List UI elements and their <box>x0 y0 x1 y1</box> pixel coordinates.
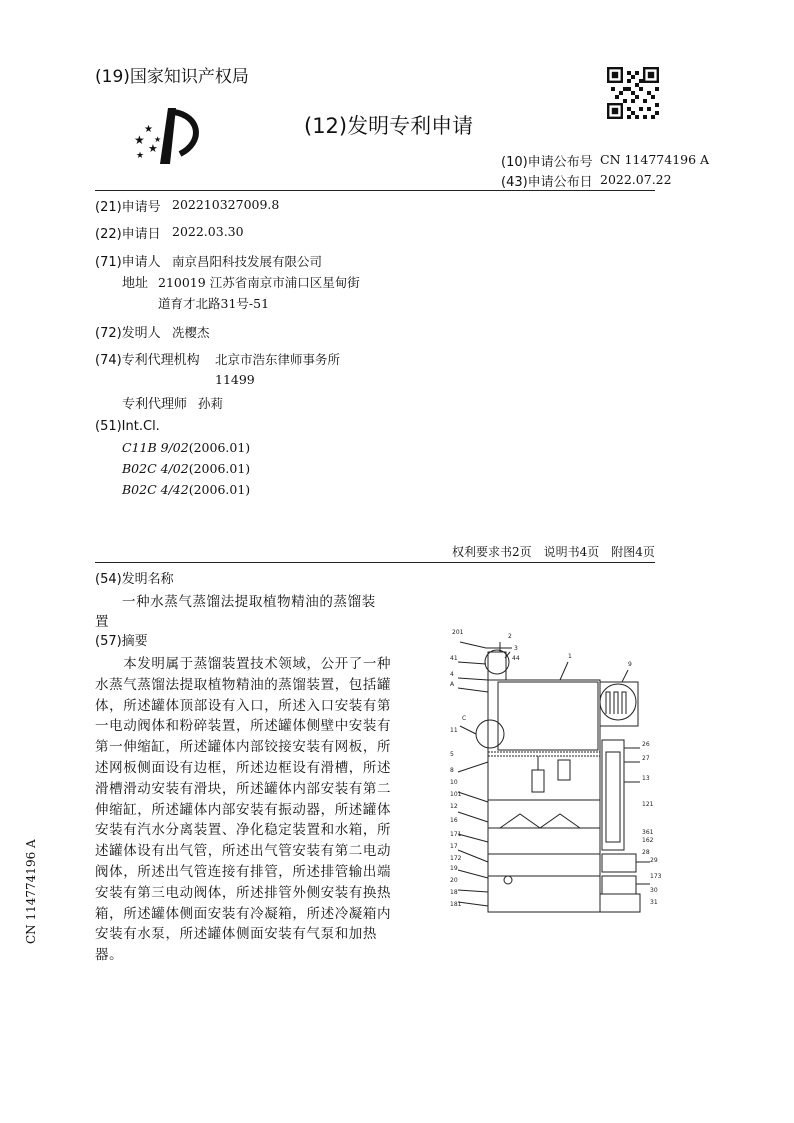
side-publication-number: CN 114774196 A <box>24 839 38 944</box>
invention-title-line-1: 一种水蒸气蒸馏法提取植物精油的蒸馏装 <box>122 594 376 610</box>
abstract-line: 一电动阀体和粉碎装置，所述罐体侧壁中安装有 <box>95 718 392 735</box>
application-number: 202210327009.8 <box>172 197 280 212</box>
figure-reference-label: 28 <box>642 849 650 856</box>
abstract-line: 述罐体设有出气管，所述出气管安装有第二电动 <box>95 843 392 860</box>
office-name: (19)国家知识产权局 <box>95 67 249 87</box>
application-date: 2022.03.30 <box>172 224 244 239</box>
figure-reference-label: 173 <box>650 873 662 880</box>
figure-reference-label: 31 <box>650 899 658 906</box>
figure-reference-label: A <box>450 681 455 688</box>
publication-date: 2022.07.22 <box>600 172 672 187</box>
abstract-line: 第一伸缩缸，所述罐体内部铰接安装有网板，所 <box>95 739 392 756</box>
address-line-1: 210019 江苏省南京市浦口区星甸街 <box>158 275 360 290</box>
document-type: (12)发明专利申请 <box>304 114 474 138</box>
inventor: 冼樱杰 <box>172 325 210 340</box>
figure-reference-label: 172 <box>450 855 462 862</box>
ipc-entry <box>122 461 250 482</box>
figure-reference-label: 181 <box>450 901 462 908</box>
pages-note: 权利要求书2页 说明书4页 附图4页 <box>452 545 655 559</box>
svg-text:★: ★ <box>136 151 145 161</box>
abstract-line: 安装有第三电动阀体，所述排管外侧安装有换热 <box>95 884 392 901</box>
abstract-figure <box>450 622 660 912</box>
ipc-code: B02C 4/02 <box>122 461 189 476</box>
figure-reference-label: C <box>462 715 467 722</box>
figure-reference-label: 27 <box>642 755 650 762</box>
abstract-line: 体，所述罐体顶部设有入口，所述入口安装有第 <box>95 697 392 714</box>
abstract-line: 伸缩缸，所述罐体内部安装有振动器，所述罐体 <box>95 801 392 818</box>
ipc-version: (2006.01) <box>188 440 251 455</box>
publication-date-label: (43)申请公布日 <box>501 175 593 190</box>
figure-reference-label: 3 <box>514 645 518 652</box>
application-number-label: (21)申请号 <box>95 200 161 215</box>
abstract-line: 阀体，所述出气管连接有排管，所述排管输出端 <box>95 864 392 880</box>
figure-reference-label: 19 <box>450 865 458 872</box>
figure-reference-label: 10 <box>450 779 458 786</box>
address-line-2: 道育才北路31号-51 <box>158 296 270 311</box>
header-divider <box>95 190 655 191</box>
agency-label: (74)专利代理机构 <box>95 353 200 368</box>
svg-text:★: ★ <box>154 135 162 144</box>
abstract-line: 箱，所述罐体侧面安装有冷凝箱，所述冷凝箱内 <box>95 905 392 922</box>
ipc-code: B02C 4/42 <box>122 482 189 497</box>
abstract-line: 器。 <box>95 947 124 964</box>
application-date-label: (22)申请日 <box>95 227 161 242</box>
svg-text:★: ★ <box>134 133 145 147</box>
agency: 北京市浩东律师事务所 <box>215 352 341 367</box>
figure-reference-label: 201 <box>452 629 464 636</box>
figure-reference-label: 2 <box>508 633 512 640</box>
figure-reference-label: 17 <box>450 843 458 850</box>
agent: 孙莉 <box>198 396 224 411</box>
figure-reference-label: 12 <box>450 803 458 810</box>
ipc-version: (2006.01) <box>188 461 251 476</box>
abstract-line: 滑槽滑动安装有滑块，所述罐体内部安装有第二 <box>95 780 392 797</box>
figure-reference-label: 121 <box>642 801 654 808</box>
ipc-entry <box>122 482 250 503</box>
figure-reference-label: 16 <box>450 817 458 824</box>
ipc-list <box>122 440 250 503</box>
address-label: 地址 <box>122 276 149 291</box>
abstract-line: 安装有水泵，所述罐体侧面安装有气泵和加热 <box>95 926 377 943</box>
publication-number: CN 114774196 A <box>600 152 710 167</box>
figure-reference-label: 11 <box>450 727 458 734</box>
svg-text:★: ★ <box>148 142 158 155</box>
inventor-label: (72)发明人 <box>95 326 161 341</box>
publication-number-label: (10)申请公布号 <box>501 155 593 170</box>
figure-reference-label: 5 <box>450 751 454 758</box>
agent-label: 专利代理师 <box>122 397 188 412</box>
figure-reference-label: 1 <box>568 653 572 660</box>
cnipa-logo <box>130 104 210 168</box>
ipc-version: (2006.01) <box>188 482 251 497</box>
applicant-label: (71)申请人 <box>95 255 161 270</box>
figure-reference-label: 29 <box>650 857 658 864</box>
figure-reference-label: 18 <box>450 889 458 896</box>
figure-reference-label: 20 <box>450 877 458 884</box>
ipc-code: C11B 9/02 <box>122 440 189 455</box>
figure-reference-label: 171 <box>450 831 462 838</box>
abstract-line: 安装有汽水分离装置、净化稳定装置和水箱，所 <box>95 822 392 839</box>
abstract-line: 述网板侧面设有边框，所述边框设有滑槽，所述 <box>95 760 392 776</box>
int-cl-label: (51)Int.Cl. <box>95 419 160 434</box>
figure-reference-label: 101 <box>450 791 462 798</box>
figure-reference-label: 361 <box>642 829 654 836</box>
figure-reference-label: 44 <box>512 655 520 662</box>
figure-reference-label: 4 <box>450 671 454 678</box>
pages-divider <box>95 562 655 563</box>
qr-code <box>607 67 659 119</box>
title-label: (54)发明名称 <box>95 572 174 587</box>
invention-title-line-2: 置 <box>95 614 110 630</box>
abstract-label: (57)摘要 <box>95 634 148 649</box>
figure-reference-label: 8 <box>450 767 454 774</box>
abstract-line: 水蒸气蒸馏法提取植物精油的蒸馏装置，包括罐 <box>95 676 392 693</box>
ipc-entry <box>122 440 250 461</box>
figure-reference-label: 30 <box>650 887 658 894</box>
svg-text:★: ★ <box>144 124 153 135</box>
agency-code: 11499 <box>215 372 255 387</box>
abstract-line: 本发明属于蒸馏装置技术领域，公开了一种 <box>95 656 392 672</box>
figure-reference-label: 13 <box>642 775 650 782</box>
figure-reference-label: 9 <box>628 661 632 668</box>
figure-reference-label: 26 <box>642 741 650 748</box>
figure-reference-label: 162 <box>642 837 654 844</box>
applicant: 南京昌阳科技发展有限公司 <box>172 254 323 269</box>
figure-reference-label: 41 <box>450 655 458 662</box>
